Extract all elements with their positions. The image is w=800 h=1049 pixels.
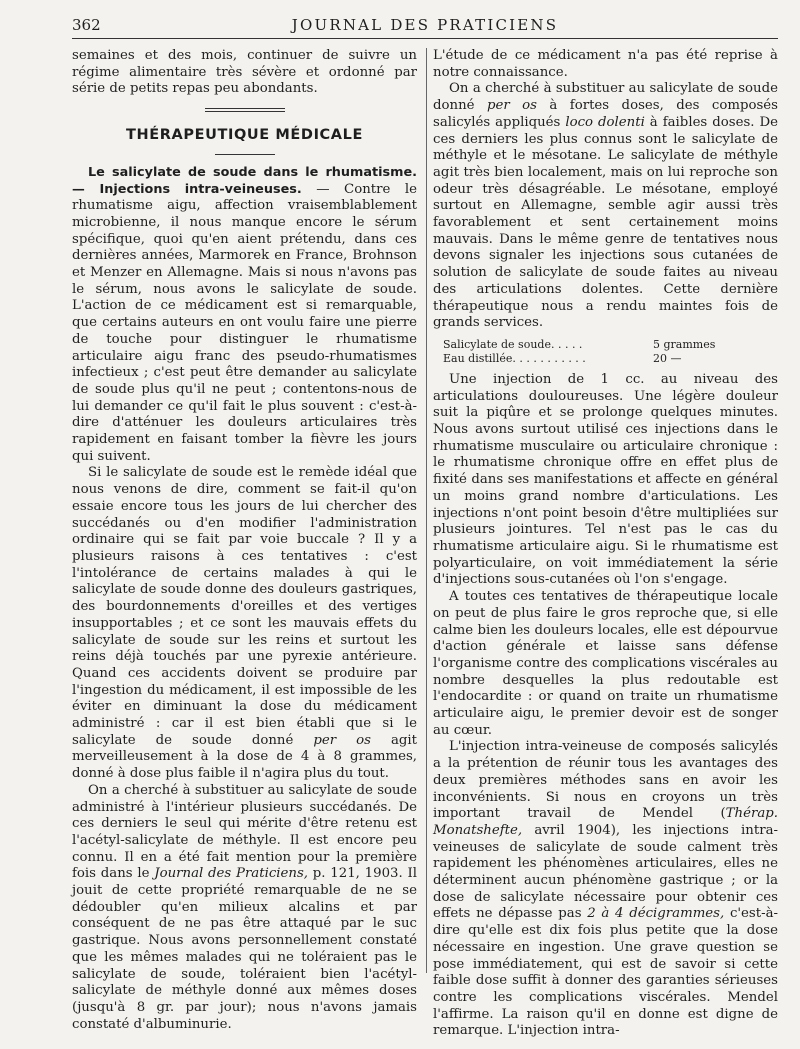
page-number: 362 bbox=[72, 16, 101, 34]
italic-term: per os bbox=[313, 732, 371, 748]
paragraph-study: L'étude de ce médicament n'a pas été reprise à notre connaissance. bbox=[433, 48, 778, 80]
journal-title: JOURNAL DES PRATICIENS bbox=[291, 16, 559, 34]
article-intro-paragraph bbox=[72, 165, 417, 466]
formula-row: Salicylate de soude. . . . . 5 grammes bbox=[443, 337, 716, 351]
left-column bbox=[72, 48, 417, 1033]
italic-dose: 2 à 4 décigrammes, bbox=[587, 906, 725, 922]
formula-table bbox=[443, 338, 778, 366]
section-title: THÉRAPEUTIQUE MÉDICALE bbox=[126, 127, 363, 144]
ornament-rule-top bbox=[205, 108, 285, 112]
running-head bbox=[72, 16, 778, 38]
article-heading: Le salicylate de soude dans le rhumatisme. — Injections intra-veineuses. bbox=[72, 164, 417, 197]
paragraph-injection: Une injection de 1 cc. au niveau des articulations douloureuses. Une légère douleur suit la piqûre et se prolonge quelques minutes. Nous avons surtout utilisé ces injections dans le rhumatisme musculaire ou articulaire chronique : le rhumatisme chronique offre en effet plus de fixité dans ses manifestations et affecte en général un moins grand nombre d'articulations. Les injections n'ont point besoin d'être multipliées sur plusieurs jointures. Tel n'est pas le cas du rhumatisme articulaire aigu. Si le rhumatisme est polyarticulaire, on voit immédiatement la série d'injections sous-cutanées où l'on s'engage. bbox=[433, 371, 778, 588]
right-column bbox=[433, 48, 778, 1040]
paragraph-alternatives: Si le salicylate de soude est le remède idéal que nous venons de dire, comment se fait-il qu'on essaie encore tous les jours de lui chercher des succédanés ou d'en modifier l'administration ordinaire qui se fait par voie buccale ? Il y a plusieurs raisons à ces tentatives : c'est l'intolérance de certains malades à qui le salicylate de soude donne des douleurs gastriques, des bourdonnements d'oreilles et des vertiges insupportables ; et ce sont les mauvais effets du salicylate de soude sur les reins et surtout les reins déjà touchés par une pyrexie antérieure. Quand ces accidents doivent se produire par l'ingestion du médicament, il est impossible de les éviter en diminuant la dose du médicament administré : car il est bien établi que si le salicylate de soude donné per os agit merveilleusement à la dose de 4 à 8 grammes, donné à dose plus faible il n'agira plus du tout. bbox=[72, 465, 418, 782]
paragraph-acetyl-salicylate: On a cherché à substituer au salicylate de soude administré à l'intérieur plusieurs succédanés. De ces derniers le seul qui mérite d'être retenu est l'acétyl-salicylate de méthyle. Il est encore peu connu. Il en a été fait mention pour la première fois dans le Journal des Praticiens, p. 121, 1903. Il jouit de cette propriété remarquable de ne se dédoubler qu'en milieux alcalins et par conséquent de ne pas être attaqué par le suc gastrique. Nous avons personnellement constaté que les mêmes malades qui ne toléraient pas le salicylate de soude, toléraient bien l'acétyl-salicylate de méthyle donné aux mêmes doses (jusqu'à 8 gr. par jour); nous n'avons jamais constaté d'albuminurie. bbox=[72, 782, 417, 1032]
paragraph-continuation: semaines et des mois, continuer de suivre un régime alimentaire très sévère et ordonné par série de petits repas peu abondants. bbox=[72, 48, 417, 97]
italic-citation: Journal des Praticiens, bbox=[154, 866, 309, 882]
paragraph-local-therapy: A toutes ces tentatives de thérapeutique locale on peut de plus faire le gros reproche que, si elle calme bien les douleurs locales, elle est dépourvue d'action générale et laisse sans défense l'organisme contre des complications viscérales au nombre desquelles la plus redoutable est l'endocardite : or quand on traite un rhumatisme articulaire aigu, le premier devoir est de songer au cœur. bbox=[433, 589, 778, 738]
column-divider bbox=[426, 48, 427, 973]
formula-row: Eau distillée. . . . . . . . . . . 20 — bbox=[443, 351, 682, 365]
paragraph-local-compounds: On a cherché à substituer au salicylate de soude donné per os à fortes doses, des composés salicylés appliqués loco dolenti à faibles doses. De ces derniers les plus connus sont le salicylate de méthyle et le mésotane. Le salicylate de méthyle agit très bien localement, mais on lui reproche son odeur très désagréable. Le mésotane, employé surtout en Allemagne, semble agir aussi très favorablement et sent certainement moins mauvais. Dans le même genre de tentatives nous devons signaler les injections sous cutanées de solution de salicylate de soude faites au niveau des articulations dolentes. Cette dernière thérapeutique nous a rendu maintes fois de grands services. bbox=[433, 81, 778, 331]
section-heading-block bbox=[72, 108, 417, 155]
header-rule bbox=[72, 38, 778, 39]
article-intro-text: — Contre le rhumatisme aigu, affection vraisemblablement microbienne, il nous manque encore le sérum spécifique, quoi qu'en aient prétendu, dans ces dernières années, Marmorek en France, Brohnson et Menzer en Allemagne. Mais si nous n'avons pas le sérum, nous avons le salicylate de soude. L'action de ce médicament est si remarquable, que certains auteurs en ont voulu faire une pierre de touche pour distinguer le rhumatisme articulaire aigu franc des pseudo-rhumatismes infectieux ; c'est peut être demander au salicylate de soude plus qu'il ne peut ; contentons-nous de lui demander ce qu'il fait le plus souvent : c'est-à-dire d'atténuer les douleurs articulaires très rapidement en faisant tomber la fièvre les jours qui suivent. bbox=[72, 181, 417, 464]
paragraph-intravenous: L'injection intra-veineuse de composés salicylés a la prétention de réunir tous les avantages des deux premières méthodes sans en avoir les inconvénients. Si nous en croyons un très important travail de Mendel (Thérap. Monatshefte, avril 1904), les injections intra-veineuses de salicylate de soude calment très rapidement les phénomènes articulaires, elles ne déterminent aucun phénomène gastrique ; or la dose de salicylate nécessaire pour obtenir ces effets ne dépasse pas 2 à 4 décigrammes, c'est-à-dire qu'elle est dix fois plus petite que la dose nécessaire en ingestion. Une grave question se pose immédiatement, qui est de savoir si cette faible dose suffit à donner des garanties sérieuses contre les complications viscérales. Mendel l'affirme. La raison qu'il en donne est digne de remarque. L'injection intra- bbox=[433, 739, 778, 1039]
italic-citation: Thérap. Monatshefte, bbox=[433, 806, 778, 838]
